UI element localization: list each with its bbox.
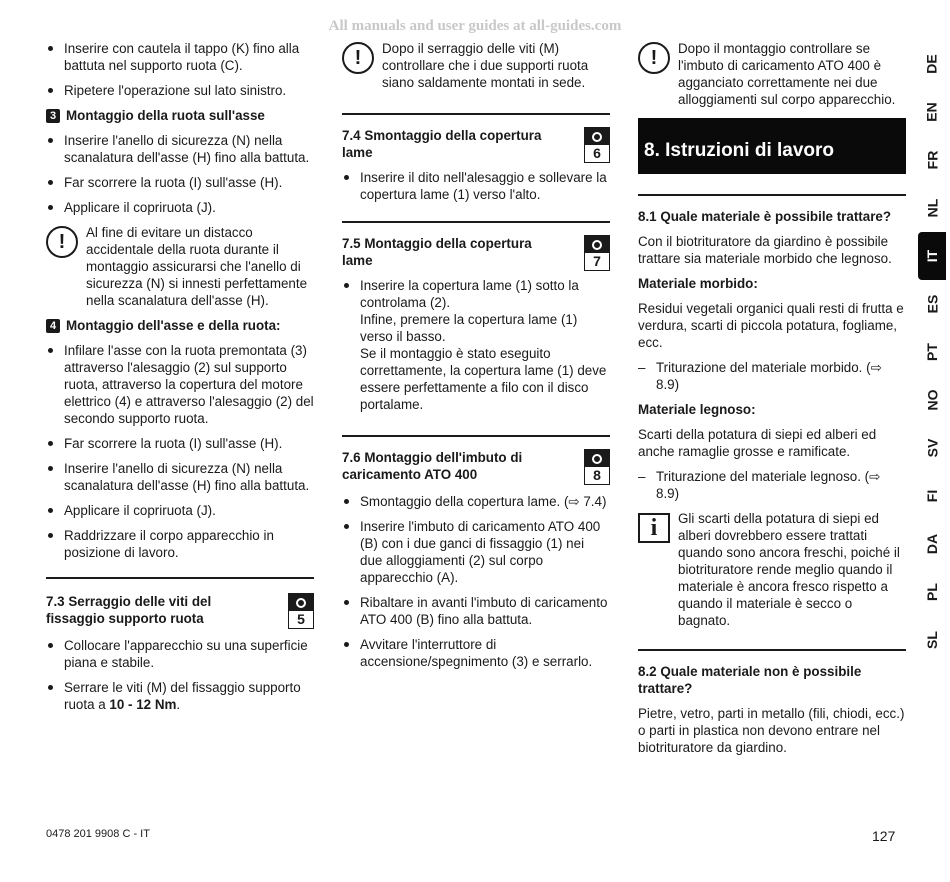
list-item-continuation: Infine, premere la copertura lame (1) verso il basso.	[360, 312, 578, 344]
watermark: All manuals and user guides at all-guides.com	[328, 18, 622, 34]
list-item: Raddrizzare il corpo apparecchio in posizione di lavoro.	[46, 527, 314, 561]
language-tab-nl[interactable]: NL	[923, 198, 940, 218]
camera-icon	[585, 128, 609, 145]
dash-item: – Triturazione del materiale legnoso. (⇨ 8.9)	[638, 468, 906, 502]
step-heading	[46, 317, 314, 334]
warning-note	[46, 224, 314, 309]
language-tab-sl[interactable]: SL	[923, 631, 940, 649]
list-item: Inserire con cautela il tappo (K) fino alla battuta nel supporto ruota (C).	[46, 40, 314, 74]
language-tab-fr[interactable]: FR	[923, 150, 940, 170]
subheading: Materiale morbido:	[638, 276, 758, 291]
paragraph: Pietre, vetro, parti in metallo (fili, chiodi, ecc.) o parti in plastica non devono entrare nel biotrituratore da giardino.	[638, 706, 905, 755]
step-number: 4	[46, 319, 60, 333]
figure-reference	[584, 449, 610, 485]
section-divider	[638, 649, 906, 651]
section-title: 7.4 Smontaggio della copertura lame	[342, 128, 542, 160]
document-code: 0478 201 9908 C - IT	[46, 828, 150, 840]
figure-number: 6	[593, 145, 601, 161]
section-title: 8.1 Quale materiale è possibile trattare?	[638, 209, 892, 224]
list-item: Ribaltare in avanti l'imbuto di caricamento ATO 400 (B) fino alla battuta.	[342, 594, 610, 628]
column-left	[46, 40, 314, 721]
language-tab-pl[interactable]: PL	[923, 583, 940, 601]
step-number: 3	[46, 109, 60, 123]
section-divider	[342, 113, 610, 115]
column-middle	[342, 40, 610, 678]
paragraph: Residui vegetali organici quali resti di frutta e verdura, scarti di piccola potatura, fogliame, ecc.	[638, 301, 904, 350]
warning-note	[638, 40, 906, 108]
section-title: 7.3 Serraggio delle viti del fissaggio supporto ruota	[46, 594, 212, 626]
info-icon: i	[638, 513, 670, 543]
warning-text: Dopo il serraggio delle viti (M) controllare che i due supporti ruota siano saldamente montati in sede.	[382, 41, 589, 90]
list-item: Applicare il copriruota (J).	[46, 199, 314, 216]
section-divider	[342, 435, 610, 437]
warning-icon: !	[342, 42, 374, 74]
camera-icon	[585, 450, 609, 467]
step-heading	[46, 107, 314, 124]
chapter-title: 8. Istruzioni di lavoro	[638, 118, 906, 174]
warning-note	[342, 40, 610, 91]
figure-number: 7	[593, 253, 601, 269]
section-header	[342, 127, 610, 163]
language-tab-de[interactable]: DE	[923, 54, 940, 74]
language-tab-it[interactable]: IT	[918, 232, 946, 280]
language-tab-en[interactable]: EN	[923, 102, 940, 122]
language-tab-fi[interactable]: FI	[923, 489, 940, 503]
language-tab-no[interactable]: NO	[924, 389, 940, 411]
list-item: Avvitare l'interruttore di accensione/spegnimento (3) e serrarlo.	[342, 636, 610, 670]
list-item: Far scorrere la ruota (I) sull'asse (H).	[46, 174, 314, 191]
torque-value: 10 - 12 Nm	[109, 697, 177, 712]
warning-icon: !	[46, 226, 78, 258]
figure-reference	[288, 593, 314, 629]
list-item: Collocare l'apparecchio su una superficie piana e stabile.	[46, 637, 314, 671]
section-divider	[46, 577, 314, 579]
language-tab-es[interactable]: ES	[924, 294, 940, 314]
paragraph: Con il biotrituratore da giardino è possibile trattare sia materiale morbido che legnoso.	[638, 234, 892, 266]
paragraph: Scarti della potatura di siepi ed alberi ed anche ramaglie grosse e ramificate.	[638, 427, 877, 459]
info-note	[638, 510, 906, 629]
section-header	[46, 593, 314, 629]
subheading: Materiale legnoso:	[638, 402, 756, 417]
section-header	[342, 449, 610, 485]
camera-icon	[289, 594, 313, 611]
section-divider	[638, 194, 906, 196]
page-number: 127	[872, 828, 896, 844]
list-item: Inserire l'anello di sicurezza (N) nella scanalatura dell'asse (H) fino alla battuta.	[46, 132, 314, 166]
list-item: Far scorrere la ruota (I) sull'asse (H).	[46, 435, 314, 452]
list-item: Ripetere l'operazione sul lato sinistro.	[46, 82, 314, 99]
language-tab-pt[interactable]: PT	[923, 343, 940, 361]
list-item: Inserire il dito nell'alesaggio e sollevare la copertura lame (1) verso l'alto.	[342, 169, 610, 203]
section-divider	[342, 221, 610, 223]
figure-reference	[584, 127, 610, 163]
warning-text: Dopo il montaggio controllare se l'imbuto di caricamento ATO 400 è agganciato correttamente nei due alloggiamenti sul corpo apparecchio.	[678, 41, 896, 107]
step-title: Montaggio dell'asse e della ruota:	[66, 318, 281, 333]
list-item: Smontaggio della copertura lame. (⇨ 7.4)	[342, 493, 610, 510]
language-tab-sv[interactable]: SV	[924, 438, 940, 458]
language-tab-da[interactable]: DA	[923, 533, 940, 555]
step-title: Montaggio della ruota sull'asse	[66, 108, 265, 123]
figure-reference	[584, 235, 610, 271]
warning-icon: !	[638, 42, 670, 74]
figure-number: 5	[297, 611, 305, 627]
column-right	[638, 40, 906, 756]
section-title: 7.5 Montaggio della copertura lame	[342, 236, 532, 268]
section-title: 7.6 Montaggio dell'imbuto di caricamento ATO 400	[342, 450, 523, 482]
list-item: Inserire l'anello di sicurezza (N) nella scanalatura dell'asse (H) fino alla battuta.	[46, 460, 314, 494]
section-title: 8.2 Quale materiale non è possibile trattare?	[638, 664, 862, 696]
section-header	[342, 235, 610, 271]
camera-icon	[585, 236, 609, 253]
list-item: Inserire l'imbuto di caricamento ATO 400 (B) con i due ganci di fissaggio (1) nei due alloggiamenti (2) sul corpo apparecchio (A).	[342, 518, 610, 586]
list-item: Applicare il copriruota (J).	[46, 502, 314, 519]
list-item-continuation: Se il montaggio è stato eseguito correttamente, la copertura lame (1) deve essere perfettamente a filo con il disco portalame.	[360, 346, 607, 412]
list-item: Infilare l'asse con la ruota premontata (3) attraverso l'alesaggio (2) sul supporto ruota, attraverso la copertura del motore elettrico (4) e attraverso l'alesaggio (2) del secondo supporto ruota.	[46, 342, 314, 427]
list-item: Inserire la copertura lame (1) sotto la controlama (2).	[342, 277, 610, 311]
info-text: Gli scarti della potatura di siepi ed alberi dovrebbero essere trattati quando sono ancora freschi, poiché il biotrituratore rende meglio quando il materiale è ancora fresco rispetto a quando il materiale è secco o bagnato.	[678, 511, 900, 628]
figure-number: 8	[593, 467, 601, 483]
warning-text: Al fine di evitare un distacco accidentale della ruota durante il montaggio assicurarsi che l'anello di sicurezza (N) si innesti perfettamente nella scanalatura dell'asse (H).	[86, 225, 308, 308]
language-tabs	[918, 40, 946, 664]
list-item: Serrare le viti (M) del fissaggio supporto ruota a 10 - 12 Nm.	[46, 679, 314, 713]
dash-item: – Triturazione del materiale morbido. (⇨ 8.9)	[638, 359, 906, 393]
